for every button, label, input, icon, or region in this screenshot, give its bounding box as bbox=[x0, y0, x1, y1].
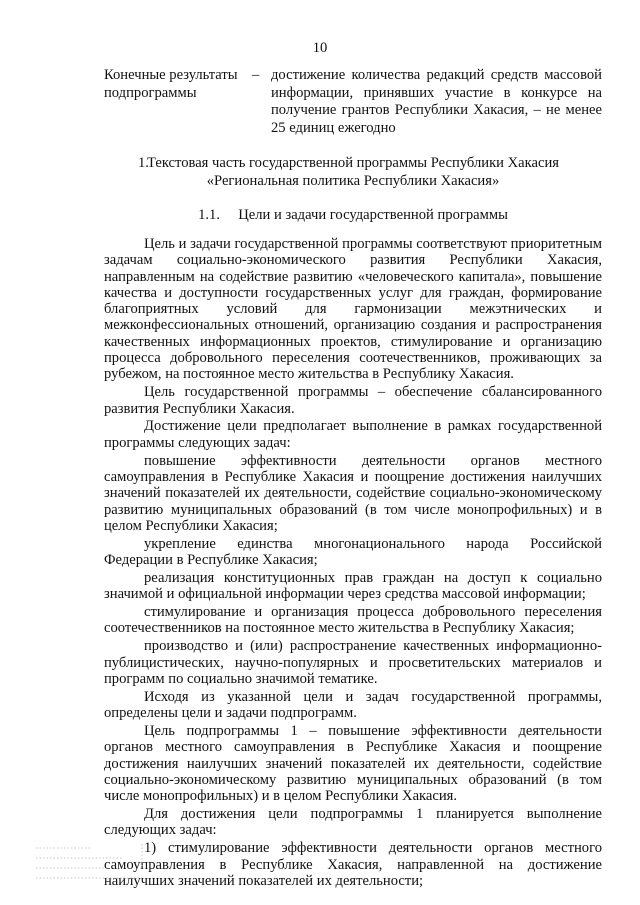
section-title-line-2: «Региональная политика Республики Хакасия» bbox=[206, 172, 500, 189]
paragraph: 1) стимулирование эффективности деятельности органов местного самоуправления в Республике Хакасия, направленной на достижение наилучших значений показателей их деятельности; bbox=[104, 840, 602, 889]
section-number: 1. bbox=[138, 155, 149, 171]
paragraph: Цель государственной программы – обеспечение сбалансированного развития Республики Хакасия. bbox=[104, 384, 602, 417]
stamp-graphic bbox=[32, 840, 150, 884]
subsection-title: 1.1. Цели и задачи государственной программы bbox=[198, 207, 508, 223]
paragraph: реализация конституционных прав граждан на доступ к социально значимой и официальной информации через средства массовой информации; bbox=[104, 569, 602, 603]
subsection-heading bbox=[104, 207, 602, 225]
faint-stamp-mark bbox=[32, 840, 150, 884]
paragraph: Цель и задачи государственной программы соответствуют приоритетным задачам социально-экономического развития Республики Хакасия, направленным на содействие развитию «человеческого капитала», повышение качества и доступности государственных услуг для граждан, формирование благоприятных условий для гармонизации межэтнических и межконфессиональных отношений, организацию создания и распространения качественных информационных проектов, стимулирование и организацию процесса добровольного переселения соотечественников, проживающих за рубежом, на постоянное место жительства в Республику Хакасия. bbox=[104, 236, 602, 383]
paragraph: Исходя из указанной цели и задач государственной программы, определены цели и задачи подпрограмм. bbox=[104, 688, 602, 722]
section-title-line-1: Текстовая часть государственной программы Республики Хакасия bbox=[146, 155, 559, 171]
body-text bbox=[104, 236, 602, 891]
summary-dash: – bbox=[252, 67, 260, 83]
summary-value: достижение количества редакций средств массовой информации, принявших участие в конкурсе на получение грантов Республики Хакасия, – не менее 25 единиц ежегодно bbox=[271, 67, 602, 136]
paragraph: Достижение цели предполагает выполнение в рамках государственной программы следующих задач: bbox=[104, 418, 602, 451]
paragraph: Цель подпрограммы 1 – повышение эффективности деятельности органов местного самоуправления в Республике Хакасия и поощрение достижения наилучших значений показателей их деятельности, содействие социально-экономическому развитию муниципальных образований (в том числе монопрофильных) и в целом Республики Хакасия. bbox=[104, 722, 602, 805]
paragraph: Для достижения цели подпрограммы 1 планируется выполнение следующих задач: bbox=[104, 806, 602, 839]
paragraph: повышение эффективности деятельности органов местного самоуправления в Республике Хакасия и поощрение достижения наилучших значений показателей их деятельности, содействие социально-экономическому развитию муниципальных образований (в том числе монопрофильных) и в целом Республики Хакасия; bbox=[104, 452, 602, 534]
page-number: 10 bbox=[312, 40, 328, 56]
paragraph: производство и (или) распространение качественных информационно-публицистических, научно-популярных и просветительских материалов и программ по социально значимой тематике. bbox=[104, 638, 602, 687]
paragraph: укрепление единства многонационального народа Российской Федерации в Республике Хакасия; bbox=[104, 535, 602, 569]
paragraph: стимулирование и организация процесса добровольного переселения соотечественников на постоянное место жительства в Республику Хакасия; bbox=[104, 604, 602, 637]
summary-label: Конечные результаты подпрограммы bbox=[104, 67, 238, 101]
section-heading bbox=[104, 155, 602, 190]
